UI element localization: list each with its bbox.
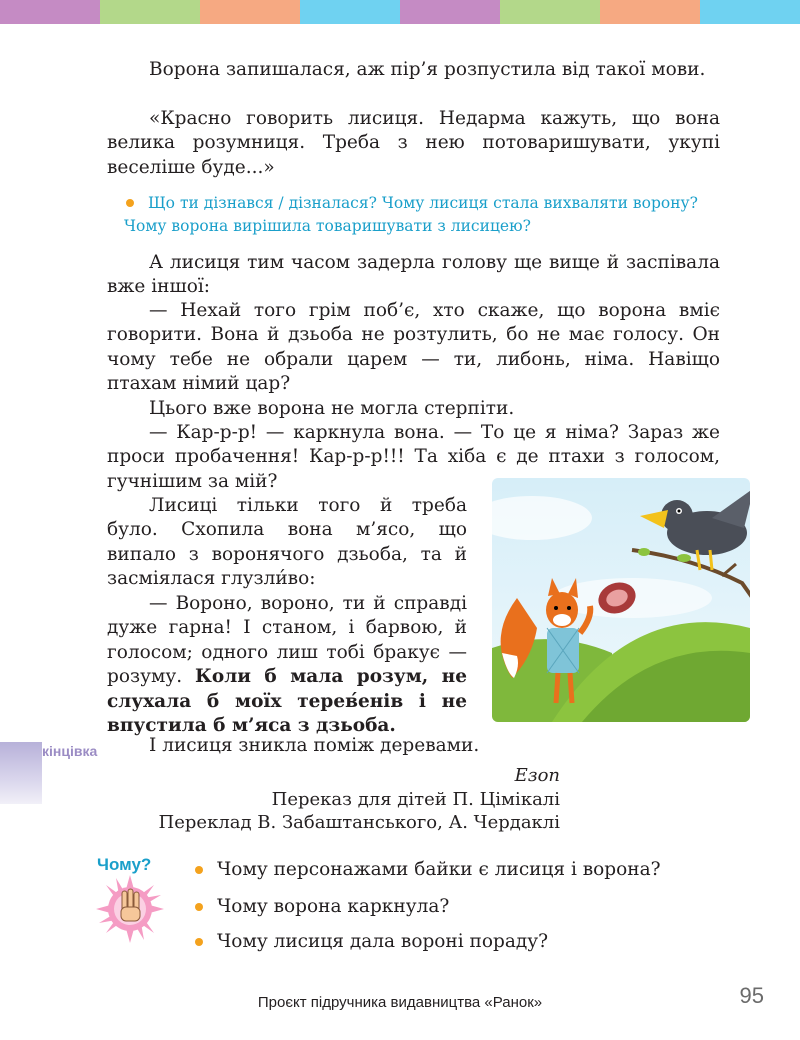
section-label-ending: кінцівка — [42, 743, 98, 759]
paragraph-8-plain: — Вороно, вороно, ти й справді дуже гарна! І станом, і барвою, й голосом; одного лиш тобі бракує — розуму. — [107, 593, 467, 688]
color-segment — [300, 0, 400, 24]
final-question-2: Чому ворона каркнула? — [217, 896, 450, 917]
author: Езоп — [514, 765, 560, 786]
page-number: 95 — [739, 983, 764, 1008]
hand-three-fingers-icon — [94, 873, 166, 945]
color-segment — [100, 0, 200, 24]
comprehension-question: Що ти дізнався / дізналася? Чому лисиця стала вихваляти ворону? Чому ворона вирішила товаришувати з лисицею? — [124, 194, 698, 235]
color-segment — [400, 0, 500, 24]
final-question-3: Чому лисиця дала вороні пораду? — [217, 931, 549, 952]
top-color-bar — [0, 0, 800, 24]
final-question-1: Чому персонажами байки є лисиця і ворона? — [217, 859, 661, 880]
footer: Проєкт підручника видавництва «Ранок» — [257, 994, 543, 1011]
color-segment — [0, 0, 100, 24]
question-bullet — [195, 938, 203, 946]
retelling-credit: Переказ для дітей П. Цімікалі — [271, 789, 560, 810]
paragraph-3: А лисиця тим часом задерла голову ще вище й заспівала вже іншої: — [107, 252, 720, 298]
paragraph-1: Ворона запишалася, аж пір’я розпустила від такої мови. — [149, 59, 706, 80]
paragraph-5: Цього вже ворона не могла стерпіти. — [149, 398, 515, 419]
chomu-title: Чому? — [97, 855, 152, 874]
paragraph-4: — Нехай того грім поб’є, хто скаже, що ворона вміє говорити. Вона й дзьоба не розтулить, бо не має голосу. Он чому тебе не обрали царем — ти, либонь, німа. Навіщо птахам німий цар? — [107, 300, 720, 395]
section-marker — [0, 742, 42, 804]
color-segment — [700, 0, 800, 24]
color-segment — [200, 0, 300, 24]
paragraph-2: «Красно говорить лисиця. Недарма кажуть, що вона велика розумниця. Треба з нею потоваришувати, укупі веселіше буде...» — [107, 108, 720, 178]
question-bullet — [195, 903, 203, 911]
paragraph-8-moral: Коли б мала розум, не слухала б моїх терев́енів і не впустила б м’яса з дзьоба. — [107, 666, 467, 737]
paragraph-9: І лисиця зникла поміж деревами. — [149, 735, 480, 756]
paragraph-7: Лисиці тільки того й треба було. Схопила вона м’ясо, що випало з воронячого дзьоба, та й засміялася глузли́во: — [107, 495, 467, 590]
illustration-svg — [492, 478, 750, 722]
question-bullet — [195, 866, 203, 874]
paragraph-8 — [107, 592, 467, 738]
color-segment — [600, 0, 700, 24]
fox-and-crow-illustration — [492, 478, 750, 722]
color-segment — [500, 0, 600, 24]
paragraph-6: — Кар-р-р! — каркнула вона. — То це я німа? Зараз же проси пробачення! Кар-р-р!!! Та хіба є де птахи з голосом, гучнішим за мій? — [107, 422, 720, 492]
translation-credit: Переклад В. Забаштанського, А. Чердаклі — [158, 812, 560, 833]
